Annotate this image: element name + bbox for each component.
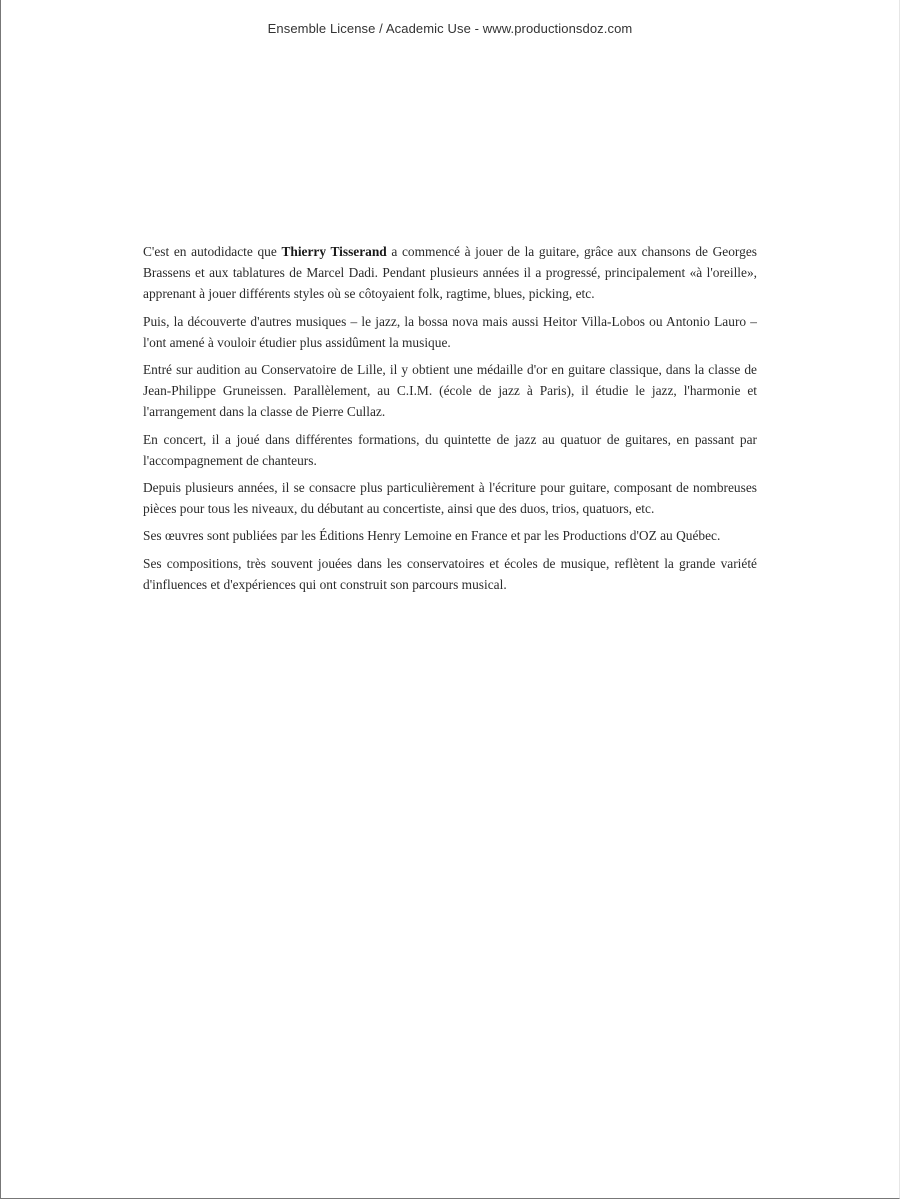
bio-paragraph-6: Ses œuvres sont publiées par les Éditions Henry Lemoine en France et par les Productions d'OZ au Québec.	[143, 528, 721, 544]
bio-paragraph-2: Puis, la découverte d'autres musiques – le jazz, la bossa nova mais aussi Heitor Villa-Lobos ou Antonio Lauro – l'ont amené à vouloir étudier plus assidûment la musique.	[143, 313, 757, 350]
biography	[143, 241, 757, 601]
bio-p1-intro: C'est en autodidacte que	[143, 244, 282, 259]
bio-paragraph-3: Entré sur audition au Conservatoire de Lille, il y obtient une médaille d'or en guitare classique, dans la classe de Jean-Philippe Gruneissen. Parallèlement, au C.I.M. (école de jazz à Paris), il étudie le jazz, l'harmonie et l'arrangement dans la classe de Pierre Cullaz.	[143, 362, 757, 420]
bio-paragraph-1	[143, 241, 757, 305]
bio-paragraph-4: En concert, il a joué dans différentes formations, du quintette de jazz au quatuor de guitares, en passant par l'accompagnement de chanteurs.	[143, 431, 757, 468]
bio-paragraph-7: Ses compositions, très souvent jouées dans les conservatoires et écoles de musique, reflètent la grande variété d'influences et d'expériences qui ont construit son parcours musical.	[143, 555, 757, 592]
license-header: Ensemble License / Academic Use - www.productionsdoz.com	[267, 21, 633, 36]
artist-name: Thierry Tisserand	[281, 244, 387, 259]
bio-paragraph-5: Depuis plusieurs années, il se consacre plus particulièrement à l'écriture pour guitare, composant de nombreuses pièces pour tous les niveaux, du débutant au concertiste, ainsi que des duos, trios, quatuors, etc.	[143, 480, 757, 517]
bio-p1-rest: a commencé à jouer de la guitare, grâce aux chansons de Georges Brassens et aux tablatures de Marcel Dadi. Pendant plusieurs années il a progressé, principalement «à l'oreille», apprenant à jouer différents styles où se côtoyaient folk, ragtime, blues, picking, etc.	[143, 244, 757, 302]
